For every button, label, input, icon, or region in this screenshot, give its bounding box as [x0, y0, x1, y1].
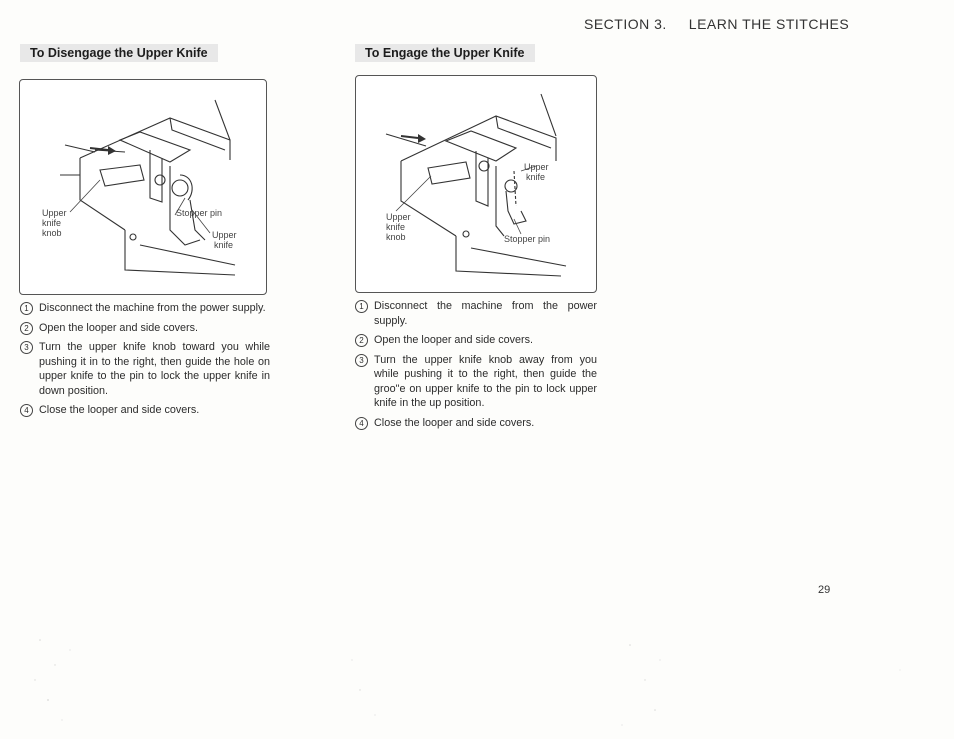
right-step-2 — [355, 333, 597, 348]
step-number: 4 — [20, 404, 33, 417]
left-label-knife-2: knife — [214, 240, 234, 250]
right-label-knife-2: knife — [526, 172, 546, 182]
step-text: Close the looper and side covers. — [374, 416, 535, 429]
right-step-1 — [355, 299, 597, 328]
section-title: LEARN THE STITCHES — [688, 16, 850, 32]
step-text: Turn the upper knife knob toward you while pushing it in to the right, then guide the hole on upper knife to the pin to lock the upper knife in down position. — [39, 341, 270, 397]
step-number: 1 — [355, 300, 368, 313]
step-number: 4 — [355, 417, 368, 430]
page-number: 29 — [818, 584, 831, 596]
left-label-knife-1: Upper — [212, 230, 237, 240]
section-header — [584, 16, 849, 32]
step-text: Disconnect the machine from the power supply. — [374, 300, 597, 327]
right-steps — [355, 299, 597, 435]
right-label-knob-2: knife — [386, 222, 406, 232]
left-figure — [19, 79, 267, 295]
right-label-stopper: Stopper pin — [504, 234, 551, 244]
left-step-1 — [20, 301, 270, 316]
right-arrow-icon — [401, 134, 426, 143]
step-text: Close the looper and side covers. — [39, 404, 200, 416]
left-label-knob-3: knob — [42, 228, 62, 238]
step-number: 1 — [20, 302, 33, 315]
scan-noise — [0, 620, 954, 739]
right-step-4 — [355, 416, 597, 431]
left-column-title: To Disengage the Upper Knife — [20, 44, 218, 62]
left-step-3 — [20, 340, 270, 398]
step-text: Open the looper and side covers. — [39, 321, 199, 334]
right-label-knob-3: knob — [386, 232, 406, 242]
left-label-knob-1: Upper — [42, 208, 67, 218]
left-label-stopper: Stopper pin — [176, 208, 223, 218]
step-text: Turn the upper knife knob away from you while pushing it to the right, then guide the groo"e on upper knife to the pin to lock upper knife in the up position. — [374, 353, 597, 409]
right-label-knife-1: Upper — [524, 162, 549, 172]
step-number: 2 — [355, 334, 368, 347]
right-figure — [355, 75, 597, 293]
step-number: 2 — [20, 322, 33, 335]
step-text: Open the looper and side covers. — [374, 334, 534, 346]
section-number: SECTION 3. — [584, 16, 667, 32]
left-steps — [20, 301, 270, 423]
left-step-2 — [20, 321, 270, 336]
right-column-title: To Engage the Upper Knife — [355, 44, 535, 62]
step-text: Disconnect the machine from the power supply. — [39, 302, 266, 314]
right-step-3 — [355, 353, 597, 411]
step-number: 3 — [20, 341, 33, 354]
step-number: 3 — [355, 354, 368, 367]
left-machine-illustration — [20, 80, 266, 294]
left-label-knob-2: knife — [42, 218, 62, 228]
right-label-knob-1: Upper — [386, 212, 411, 222]
right-machine-illustration — [356, 76, 596, 292]
left-step-4 — [20, 403, 270, 418]
